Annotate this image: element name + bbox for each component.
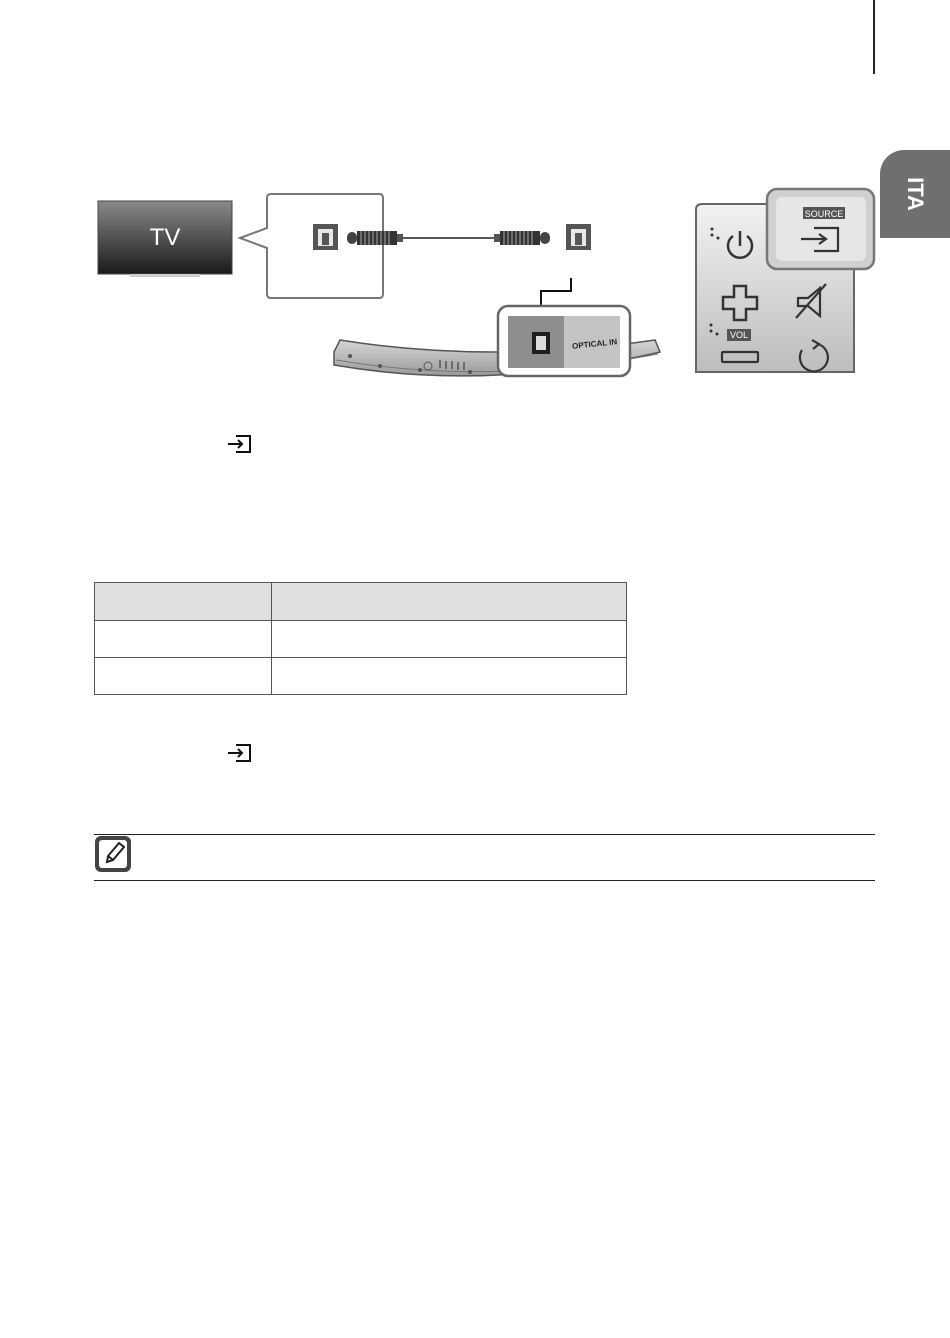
table-cell <box>272 621 627 658</box>
table-header-cell <box>95 583 272 621</box>
table-header-cell <box>272 583 627 621</box>
source-icon <box>226 743 252 763</box>
tv-port-callout <box>240 194 383 298</box>
table-cell <box>95 658 272 695</box>
table-row <box>95 621 627 658</box>
tv-label: TV <box>149 224 181 251</box>
optical-in-zoom <box>498 306 630 376</box>
table-cell <box>272 658 627 695</box>
connection-diagram <box>0 0 950 400</box>
tv-optical-port <box>313 224 338 250</box>
table-cell <box>95 621 272 658</box>
connection-table <box>94 582 627 695</box>
remote-illustration <box>696 189 874 372</box>
optical-cable <box>347 231 550 245</box>
tv-illustration <box>98 201 232 277</box>
table-row <box>95 658 627 695</box>
soundbar-optical-port <box>566 224 591 250</box>
note-top-rule <box>94 834 875 835</box>
note-pencil-icon <box>94 835 132 873</box>
note-bottom-rule <box>94 880 875 881</box>
table-header-row <box>95 583 627 621</box>
source-label: SOURCE <box>804 209 844 219</box>
vol-label: VOL <box>729 330 749 340</box>
source-icon <box>226 434 252 454</box>
optical-in-label: OPTICAL IN <box>571 337 618 351</box>
language-tab-label: ITA <box>903 177 928 211</box>
